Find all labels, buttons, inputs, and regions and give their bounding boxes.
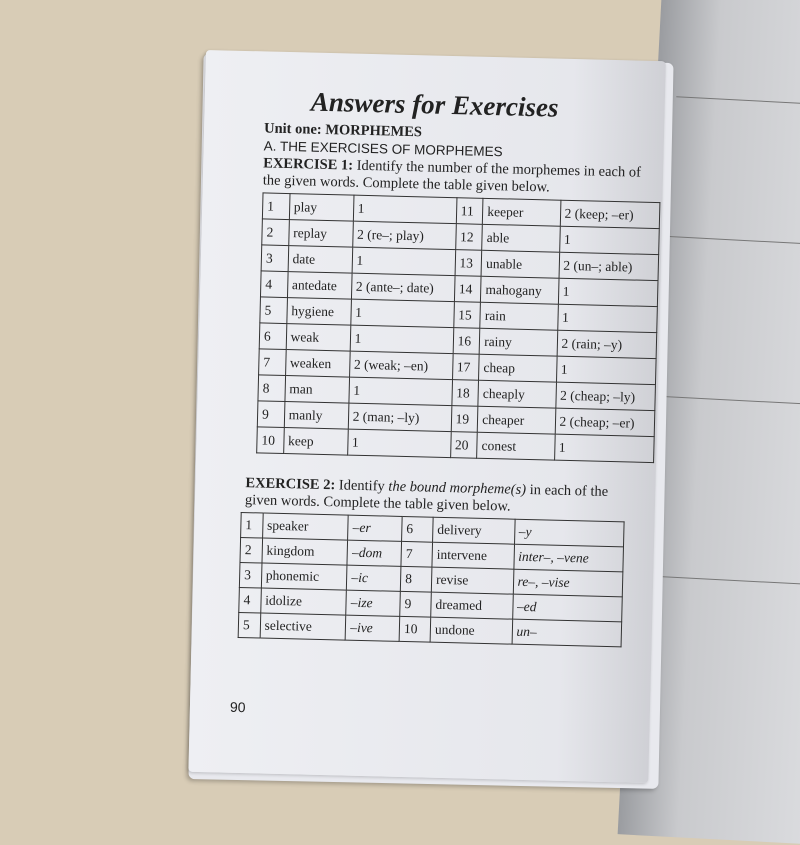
table-cell: 5 xyxy=(238,612,260,638)
table-cell: conest xyxy=(477,432,555,460)
table-cell: 6 xyxy=(259,323,286,350)
table-cell: 1 xyxy=(348,377,452,406)
exercise2-text-end: in each of the given words. Complete the table given below. xyxy=(244,482,609,515)
table-cell: –y xyxy=(514,519,624,547)
page-title: Answers for Exercises xyxy=(310,86,559,123)
exercise1-table xyxy=(256,192,660,463)
table-cell: play xyxy=(289,194,354,222)
table-cell: 1 xyxy=(554,434,654,462)
table-cell: 2 (ante–; date) xyxy=(351,273,455,302)
table-cell: 1 xyxy=(557,304,657,332)
table-cell: hygiene xyxy=(286,298,351,326)
table-cell: 10 xyxy=(399,616,431,642)
table-cell: 7 xyxy=(401,541,433,567)
table-cell: keeper xyxy=(483,198,561,226)
table-cell: intervene xyxy=(432,542,514,569)
table-cell: 8 xyxy=(258,375,285,402)
table-cell: 9 xyxy=(400,591,432,617)
exercise2-label: EXERCISE 2: xyxy=(245,475,336,494)
table-cell: 3 xyxy=(239,562,261,588)
table-cell: 5 xyxy=(260,297,287,324)
table-cell: 11 xyxy=(456,198,483,225)
table-cell: 1 xyxy=(350,299,454,328)
table-cell: 1 xyxy=(558,278,658,306)
table-cell: cheap xyxy=(479,354,557,382)
table-cell: 2 (weak; –en) xyxy=(349,351,453,380)
table-cell: –ive xyxy=(345,615,399,641)
table-cell: 14 xyxy=(454,276,481,303)
table-cell: selective xyxy=(260,613,346,640)
table-cell: kingdom xyxy=(262,538,348,565)
table-cell: man xyxy=(285,376,350,404)
table-cell: 2 (cheap; –er) xyxy=(555,408,655,436)
table-cell: rain xyxy=(480,302,558,330)
table-cell: 6 xyxy=(402,516,434,542)
table-cell: 1 xyxy=(556,356,656,384)
table-cell: speaker xyxy=(262,513,348,540)
table-cell: 8 xyxy=(400,566,432,592)
exercise2-instructions xyxy=(245,475,636,519)
exercise2-text: Identify xyxy=(338,477,385,495)
table-cell: 17 xyxy=(452,354,479,381)
table-cell: 2 (un–; able) xyxy=(559,252,659,280)
table-cell: date xyxy=(288,246,353,274)
table-cell: able xyxy=(482,224,560,252)
table-cell: 4 xyxy=(260,271,287,298)
table-cell: 13 xyxy=(455,250,482,277)
table-cell: 2 xyxy=(240,537,262,563)
table-cell: mahogany xyxy=(481,276,559,304)
section-heading: A. THE EXERCISES OF MORPHEMES xyxy=(263,138,503,160)
table-cell: 1 xyxy=(262,193,289,220)
table-cell: undone xyxy=(430,617,512,644)
table-cell: 2 xyxy=(262,219,289,246)
table-cell: revise xyxy=(431,567,513,594)
table-cell: cheaply xyxy=(478,380,556,408)
table-cell: 19 xyxy=(451,406,478,433)
exercise1-text: Identify the number of the morphemes in each of the given words. Complete the table given below. xyxy=(262,157,642,196)
table-cell: idolize xyxy=(260,588,346,615)
table-cell: 1 xyxy=(350,325,454,354)
table-cell: 16 xyxy=(453,328,480,355)
exercise1-label: EXERCISE 1: xyxy=(263,155,354,174)
table-cell: 1 xyxy=(347,429,451,458)
table-cell: 7 xyxy=(259,349,286,376)
table-cell: un– xyxy=(512,619,622,647)
table-cell: 2 (rain; –y) xyxy=(557,330,657,358)
table-cell: 2 (cheap; –ly) xyxy=(555,382,655,410)
table-cell: manly xyxy=(284,402,349,430)
table-cell: inter–, –vene xyxy=(513,544,623,572)
table-cell: 3 xyxy=(261,245,288,272)
table-cell: 2 (keep; –er) xyxy=(560,200,660,228)
exercise2-italic: the bound morpheme(s) xyxy=(388,478,527,498)
table-cell: 2 (man; –ly) xyxy=(348,403,452,432)
table-cell: re–, –vise xyxy=(513,569,623,597)
table-cell: antedate xyxy=(287,272,352,300)
table-cell: keep xyxy=(283,428,348,456)
table-cell: replay xyxy=(288,220,353,248)
table-cell: –ize xyxy=(346,590,400,616)
table-cell: cheaper xyxy=(477,406,555,434)
table-cell: delivery xyxy=(433,517,515,544)
exercise2-table xyxy=(238,512,625,647)
table-cell: rainy xyxy=(479,328,557,356)
table-cell: unable xyxy=(481,250,559,278)
table-cell: 1 xyxy=(353,195,457,224)
table-cell: 1 xyxy=(559,226,659,254)
table-cell: weaken xyxy=(285,350,350,378)
table-cell: 20 xyxy=(450,432,477,459)
table-cell: weak xyxy=(286,324,351,352)
table-cell: 9 xyxy=(257,401,284,428)
table-cell: 12 xyxy=(455,224,482,251)
table-cell: –er xyxy=(348,515,402,541)
table-cell: 10 xyxy=(257,427,284,454)
table-cell: –dom xyxy=(347,540,401,566)
table-cell: 18 xyxy=(451,380,478,407)
table-cell: 4 xyxy=(239,587,261,613)
table-cell: –ic xyxy=(347,565,401,591)
table-cell: dreamed xyxy=(431,592,513,619)
table-cell: 1 xyxy=(352,247,456,276)
table-cell: 15 xyxy=(453,302,480,329)
table-cell: –ed xyxy=(512,594,622,622)
page-number: 90 xyxy=(229,698,246,716)
book-page xyxy=(188,50,666,783)
table-cell: 1 xyxy=(241,512,263,538)
table-cell: phonemic xyxy=(261,563,347,590)
table-cell: 2 (re–; play) xyxy=(352,221,456,250)
unit-heading: Unit one: MORPHEMES xyxy=(263,120,423,141)
